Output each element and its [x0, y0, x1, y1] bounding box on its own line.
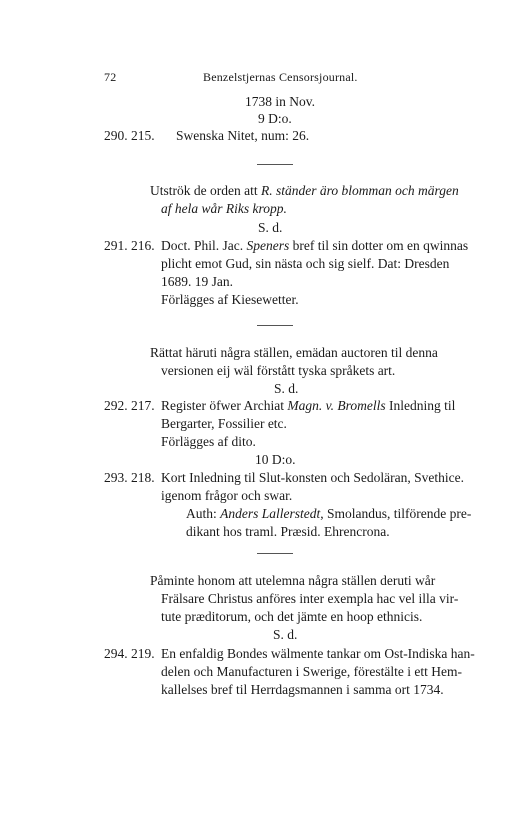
entry-number: 290. 215.	[104, 128, 155, 143]
entry-text	[161, 238, 468, 254]
censor-note-quote: af hela wår Riks kropp.	[161, 201, 287, 216]
entry-text: Kort Inledning til Slut-konsten och Sedoläran, Svethice.	[161, 470, 464, 485]
entry-text: plicht emot Gud, sin nästa och sig sielf. Dat: Dresden	[161, 256, 450, 271]
author-name: Anders Lallerstedt	[220, 506, 321, 521]
entry-text-part: bref til sin dotter om en qwinnas	[289, 238, 469, 253]
publisher-line: Förlägges af dito.	[161, 434, 256, 449]
entry-number: 291. 216.	[104, 238, 155, 253]
signature-sd: S. d.	[258, 220, 283, 235]
entry-number: 293. 218.	[104, 470, 155, 485]
signature-sd: S. d.	[273, 627, 298, 642]
author-line: dikant hos traml. Præsid. Ehrencrona.	[186, 524, 390, 539]
entry-text: igenom frågor och swar.	[161, 488, 293, 503]
censor-note: versionen eij wäl förstått tyska språkets art.	[161, 363, 396, 378]
entry-text	[161, 398, 455, 414]
author-line	[186, 506, 471, 522]
entry-text-part: Doct. Phil. Jac.	[161, 238, 247, 253]
censor-note: Påminte honom att utelemna några ställen deruti wår	[150, 573, 436, 588]
date-line: 10 D:o.	[255, 452, 296, 467]
publisher-line: Förlägges af Kiesewetter.	[161, 292, 299, 307]
signature-sd: S. d.	[274, 381, 299, 396]
separator-rule	[257, 164, 293, 165]
entry-text: Bergarter, Fossilier etc.	[161, 416, 287, 431]
author-name: Magn. v. Bromells	[287, 398, 386, 413]
censor-note: Frälsare Christus anföres inter exempla hac vel illa vir-	[161, 591, 459, 606]
entry-text-part: , Smolandus, tilförende pre-	[320, 506, 472, 521]
running-title: Benzelstjernas Censorsjournal.	[203, 70, 358, 84]
censor-note	[150, 183, 459, 199]
entry-text: kallelses bref til Herrdagsmannen i samma ort 1734.	[161, 682, 444, 697]
entry-number: 292. 217.	[104, 398, 155, 413]
date-line: 9 D:o.	[258, 111, 292, 126]
author-name: Speners	[246, 238, 290, 253]
separator-rule	[257, 553, 293, 554]
entry-number: 294. 219.	[104, 646, 155, 661]
entry-text: Swenska Nitet, num: 26.	[176, 128, 310, 143]
page-number: 72	[104, 70, 117, 84]
censor-note-quote: R. ständer äro blomman och märgen	[260, 183, 459, 198]
entry-text-part: Register öfwer Archiat	[161, 398, 288, 413]
censor-note-text: Utströk de orden att	[150, 183, 261, 198]
censor-note: Rättat häruti några ställen, emädan auctoren til denna	[150, 345, 438, 360]
date-line: 1738 in Nov.	[245, 94, 315, 109]
author-label: Auth:	[186, 506, 221, 521]
entry-text: delen och Manufacturen i Swerige, förestälte i ett Hem-	[161, 664, 463, 679]
entry-text-part: Inledning til	[385, 398, 456, 413]
separator-rule	[257, 325, 293, 326]
entry-text: 1689. 19 Jan.	[161, 274, 233, 289]
censor-note: tute præditorum, och det jämte en hoop ethnicis.	[161, 609, 423, 624]
entry-text: En enfaldig Bondes wälmente tankar om Ost-Indiska han-	[161, 646, 475, 661]
